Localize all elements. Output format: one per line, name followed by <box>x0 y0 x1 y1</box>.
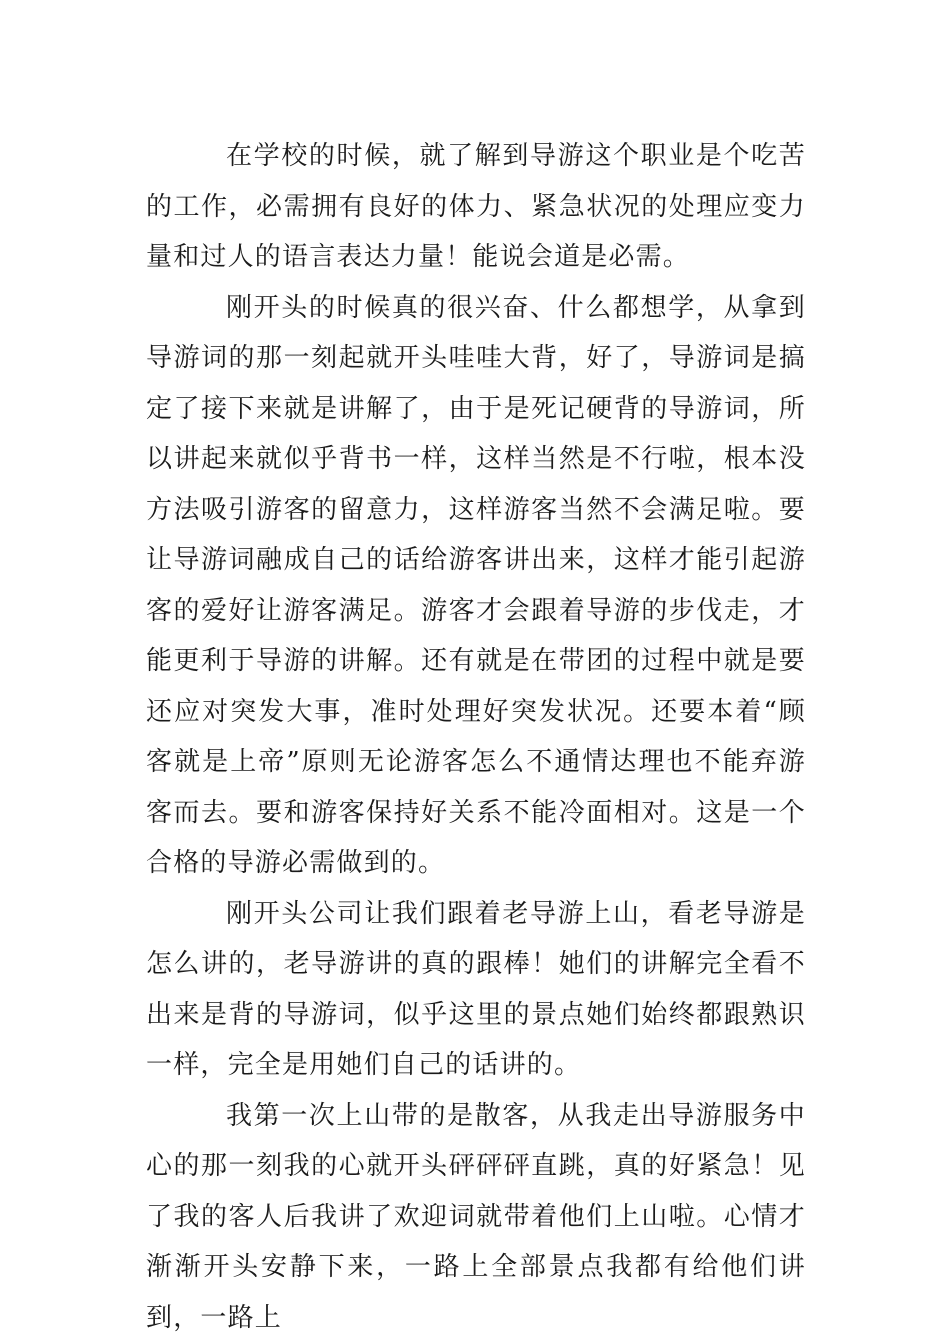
document-body <box>146 131 806 1343</box>
paragraph: 我第一次上山带的是散客，从我走出导游服务中心的那一刻我的心就开头砰砰砰直跳，真的好紧急！见了我的客人后我讲了欢迎词就带着他们上山啦。心情才渐渐开头安静下来，一路上全部景点我都有给他们讲到，一路上 <box>146 1100 806 1333</box>
paragraph: 刚开头公司让我们跟着老导游上山，看老导游是怎么讲的，老导游讲的真的跟棒！她们的讲解完全看不出来是背的导游词，似乎这里的景点她们始终都跟熟识一样，完全是用她们自己的话讲的。 <box>146 898 806 1080</box>
paragraph: 在学校的时候，就了解到导游这个职业是个吃苦的工作，必需拥有良好的体力、紧急状况的处理应变力量和过人的语言表达力量！能说会道是必需。 <box>146 141 806 272</box>
paragraph: 刚开头的时候真的很兴奋、什么都想学，从拿到导游词的那一刻起就开头哇哇大背，好了，导游词是搞定了接下来就是讲解了，由于是死记硬背的导游词，所以讲起来就似乎背书一样，这样当然是不行啦，根本没方法吸引游客的留意力，这样游客当然不会满足啦。要让导游词融成自己的话给游客讲出来，这样才能引起游客的爱好让游客满足。游客才会跟着导游的步伐走，才能更利于导游的讲解。还有就是在带团的过程中就是要还应对突发大事，准时处理好突发状况。还要本着“顾客就是上帝”原则无论游客怎么不通情达理也不能弃游客而去。要和游客保持好关系不能冷面相对。这是一个合格的导游必需做到的。 <box>146 292 806 878</box>
